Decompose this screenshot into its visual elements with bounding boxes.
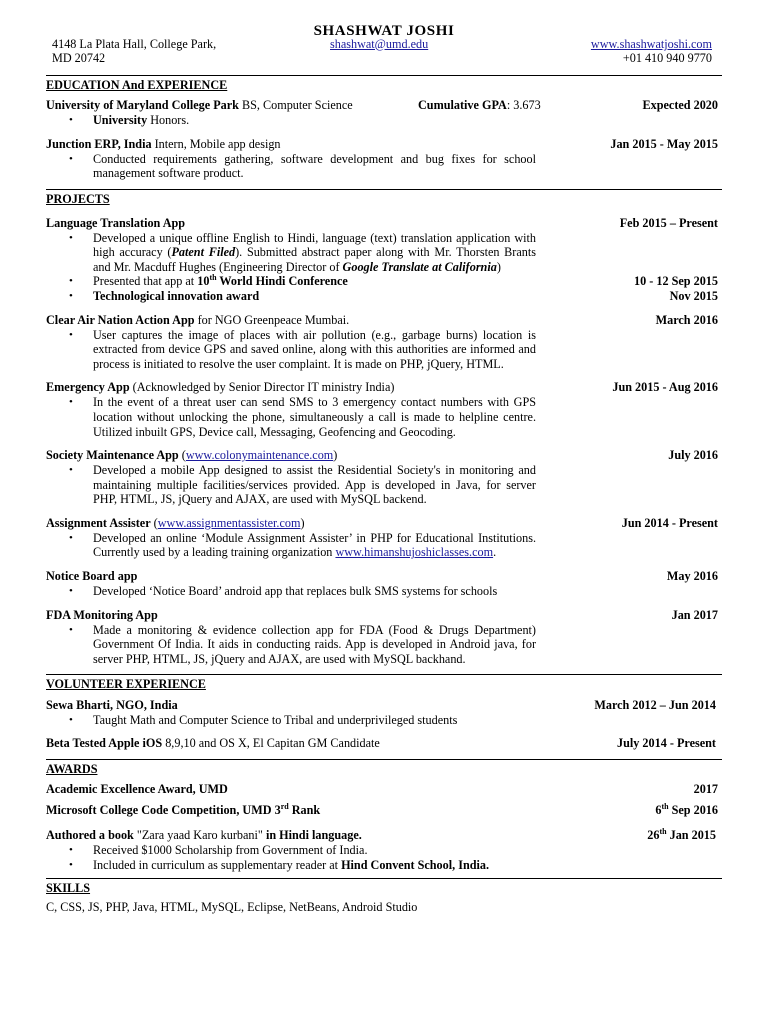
list-item: • In the event of a threat user can send SMS to 3 emergency contact numbers with GPS location without unlocking the phone, simultaneously a call is made to helpline centre. Utilized inbuilt GPS, Device call, Messaging, Geofencing and Geocoding. — [93, 395, 722, 439]
entry-translation — [46, 216, 722, 304]
entry-emergency — [46, 380, 722, 439]
section-heading: AWARDS — [46, 761, 98, 776]
org: Sewa Bharti, NGO, India — [46, 698, 178, 713]
beta-sub: 8,9,10 and OS X, El Capitan GM Candidate — [162, 735, 380, 750]
org: Beta Tested Apple iOS — [46, 735, 163, 750]
list-item: • Developed ‘Notice Board’ android app that replaces bulk SMS systems for schools — [93, 584, 722, 599]
list-item: • Received $1000 Scholarship from Government of India. — [93, 843, 722, 858]
entry-fda — [46, 608, 722, 667]
entry-notice — [46, 569, 722, 599]
entry-umd — [46, 98, 722, 128]
website-link[interactable]: www.shashwatjoshi.com — [590, 36, 712, 51]
resume-name: SHASHWAT JOSHI — [313, 23, 455, 39]
project-title: Language Translation App — [46, 215, 186, 230]
role: Intern, Mobile app design — [151, 136, 281, 151]
date: 10 - 12 Sep 2015 — [634, 274, 718, 289]
award-title: Academic Excellence Award, UMD — [46, 782, 228, 797]
date: Jun 2014 - Present — [621, 515, 718, 530]
project-title: Notice Board app — [46, 569, 138, 584]
phone: +01 410 940 9770 — [622, 51, 712, 66]
list-item: • Developed a unique offline English to Hindi, language (text) translation application with high accuracy (Patent Filed). Submitted abstract paper along with Mr. Thorsten Brants and Mr. Macduff Hughes (Engineering Director of Google Translate at California) — [93, 231, 722, 275]
project-sub: (Acknowledged by Senior Director IT ministry India) — [129, 380, 395, 395]
list-item: • Developed a mobile App designed to assist the Residential Society's in monitoring and maintaining multiple facilities/services provided. App is developed in Java, for server PHP, HTML, JS, jQuery and AJAX, are used with MySQL backend. — [93, 463, 722, 507]
date: Jan 2015 - May 2015 — [610, 136, 718, 151]
entry-beta — [46, 736, 722, 751]
list-item: • Developed an online ‘Module Assignment Assister’ in PHP for Educational Institutions. Currently used by a leading training organization www.himanshujoshiclasses.com. — [93, 531, 722, 560]
skills-list: C, CSS, JS, PHP, Java, HTML, MySQL, Eclipse, NetBeans, Android Studio — [46, 900, 418, 914]
section-heading: SKILLS — [46, 881, 91, 896]
gpa — [418, 98, 541, 113]
date: 26th Jan 2015 — [647, 827, 716, 843]
project-title: Assignment Assister — [46, 515, 151, 530]
project-title: Emergency App — [46, 380, 130, 395]
address-line1: 4148 La Plata Hall, College Park, — [52, 36, 217, 51]
entry-clear-air — [46, 313, 722, 372]
awards-section — [46, 759, 722, 873]
date: July 2014 - Present — [617, 735, 716, 750]
email-link[interactable]: shashwat@umd.edu — [330, 36, 429, 51]
web-phone — [591, 37, 712, 66]
degree: BS, Computer Science — [238, 98, 353, 113]
org: Junction ERP — [46, 136, 118, 151]
date: March 2012 – Jun 2014 — [594, 698, 716, 713]
list-item: • User captures the image of places with air pollution (e.g., garbage burns) location is extracted from device GPS and saved online, along with this authorities are informed and process is initiated to resolve the user complaint. It is made on PHP, jQuery, HTML. — [93, 328, 722, 372]
list-item: • Technological innovation award Nov 2015 — [93, 289, 722, 304]
bullet-link[interactable]: www.himanshujoshiclasses.com — [335, 545, 494, 560]
project-title: Clear Air Nation Action App — [46, 312, 195, 327]
award-title: Microsoft College Code Competition, UMD 3rd Rank — [46, 802, 321, 818]
list-item: • Included in curriculum as supplementary reader at Hind Convent School, India. — [93, 858, 722, 873]
date: 2017 — [693, 782, 718, 797]
entry-assignment: Assignment Assister (www.assignmentassister.com) Jun 2014 - Present • Developed an online ‘Module Assignment Assister’ in PHP for Educational Institutions. Currently used by a leading training organization www.himanshujoshiclasses.com. — [46, 516, 722, 560]
date: Feb 2015 – Present — [619, 215, 718, 230]
list-item: • Taught Math and Computer Science to Tribal and underprivileged students — [93, 713, 722, 728]
date: July 2016 — [668, 448, 718, 463]
entry-society: Society Maintenance App (www.colonymaintenance.com) July 2016 • Developed a mobile App designed to assist the Residential Society's in monitoring and maintaining multiple facilities/services provided. App is developed in Java, for server PHP, HTML, JS, jQuery and AJAX, are used with MySQL backend. — [46, 448, 722, 507]
org: University of Maryland College Park — [46, 98, 239, 113]
address — [52, 37, 216, 66]
award-item — [46, 782, 722, 797]
gpa-label: Cumulative GPA — [418, 98, 507, 113]
section-heading: EDUCATION And EXPERIENCE — [46, 77, 228, 92]
address-line2: MD 20742 — [52, 51, 106, 66]
section-heading: VOLUNTEER EXPERIENCE — [46, 677, 206, 692]
project-title: FDA Monitoring App — [46, 607, 158, 622]
entry-junction — [46, 137, 722, 181]
date: Jan 2017 — [671, 607, 718, 622]
project-title: Society Maintenance App — [46, 448, 179, 463]
date: Nov 2015 — [669, 288, 718, 303]
book-title: "Zara yaad Karo kurbani" — [136, 828, 263, 843]
project-link[interactable]: www.colonymaintenance.com — [185, 448, 334, 463]
date: Expected 2020 — [642, 98, 718, 113]
contact-block — [46, 37, 722, 75]
date: Jun 2015 - Aug 2016 — [612, 380, 718, 395]
resume-page — [46, 24, 722, 915]
list-item: • Conducted requirements gathering, software development and bug fixes for school management software product. — [93, 152, 722, 181]
volunteer-section — [46, 674, 722, 750]
date: May 2016 — [666, 569, 718, 584]
list-item: • Presented that app at 10th World Hindi Conference 10 - 12 Sep 2015 — [93, 274, 722, 289]
section-heading: PROJECTS — [46, 191, 110, 206]
list-item: • Made a monitoring & evidence collection app for FDA (Food & Drugs Department) Government Of India. It aids in conducting raids. App is developed in Android java, for server PHP, HTML, JS, jQuery and AJAX, are used with MySQL backhand. — [93, 623, 722, 667]
date: March 2016 — [655, 312, 718, 327]
skills-section — [46, 878, 722, 914]
award-title-end: in Hindi language. — [262, 828, 362, 843]
entry-sewa — [46, 698, 722, 728]
projects-section — [46, 189, 722, 666]
gpa-value: : 3.673 — [506, 98, 541, 113]
education-section — [46, 75, 722, 181]
award-item — [46, 828, 722, 872]
award-item — [46, 803, 722, 818]
project-link[interactable]: www.assignmentassister.com — [157, 515, 301, 530]
date: 6th Sep 2016 — [655, 802, 718, 818]
list-item: • University Honors. — [93, 113, 722, 128]
org-loc: , India — [117, 136, 152, 151]
award-title: Authored a book — [46, 828, 137, 843]
project-sub: for NGO Greenpeace Mumbai. — [194, 312, 350, 327]
